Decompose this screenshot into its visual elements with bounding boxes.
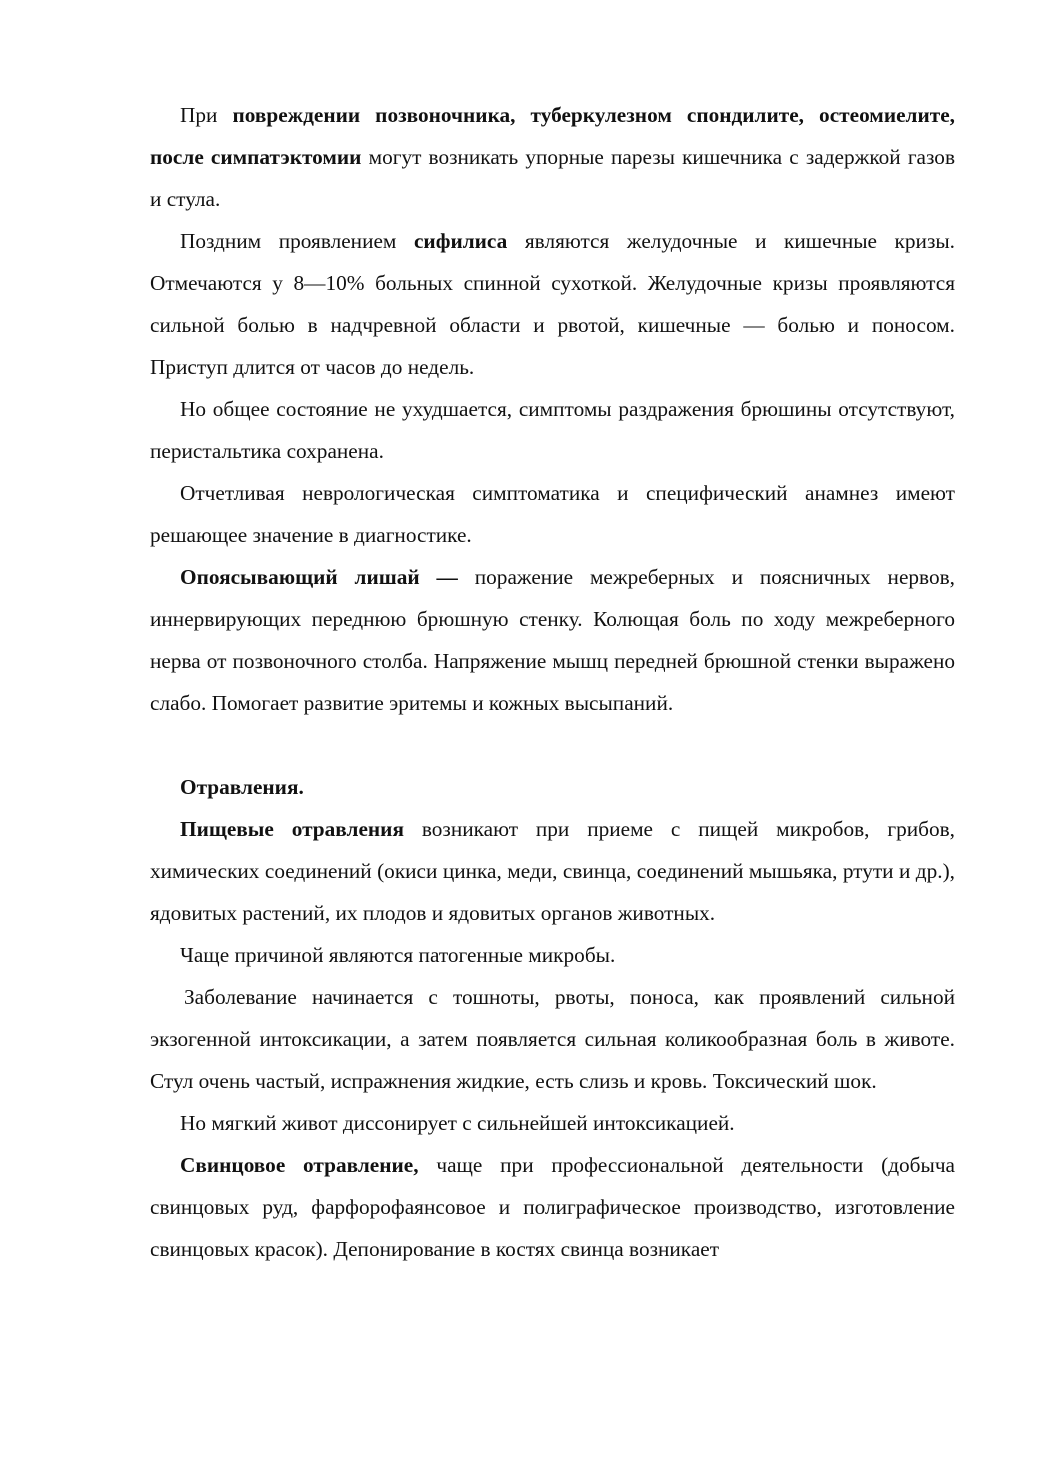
text-segment: являются желудочные и кишечные кризы. Отмечаются у 8—10% больных спинной сухоткой. Желудочные кризы проявляются сильной болью в надчревной области и рвотой, кишечные — болью и поносом. Приступ длится от часов до недель. xyxy=(150,229,955,379)
text-segment: Поздним проявлением xyxy=(180,229,414,253)
paragraph xyxy=(150,94,955,220)
bold-text-segment: Опоясывающий лишай — xyxy=(180,565,458,589)
text-segment: Чаще причиной являются патогенные микробы. xyxy=(180,943,616,967)
bold-text-segment: сифилиса xyxy=(413,229,508,253)
paragraph xyxy=(150,388,955,472)
paragraph xyxy=(150,472,955,556)
paragraph-spacer xyxy=(150,724,955,766)
bold-text-segment: Свинцовое отравление, xyxy=(180,1153,419,1177)
text-segment: Но общее состояние не ухудшается, симптомы раздражения брюшины отсутствуют, перистальтика сохранена. xyxy=(150,397,955,463)
paragraph xyxy=(150,220,955,388)
paragraph xyxy=(150,934,955,976)
document-page xyxy=(150,94,955,1270)
paragraph xyxy=(150,1102,955,1144)
paragraph xyxy=(150,976,955,1102)
bold-text-segment: Пищевые отравления xyxy=(180,817,404,841)
text-segment: Отчетливая неврологическая симптоматика и специфический анамнез имеют решающее значение в диагностике. xyxy=(150,481,955,547)
text-segment: Заболевание начинается с тошноты, рвоты, поноса, как проявлений сильной экзогенной интоксикации, а затем появляется сильная коликообразная боль в животе. Стул очень частый, испражнения жидкие, есть слизь и кровь. Токсический шок. xyxy=(150,985,955,1093)
paragraph xyxy=(150,1144,955,1270)
bold-text-segment: Отравления. xyxy=(180,775,304,799)
text-segment: чаще при профессиональной деятельности (добыча свинцовых руд, фарфорофаянсовое и полиграфическое производство, изготовление свинцовых красок). Депонирование в костях свинца возникает xyxy=(150,1153,955,1261)
text-segment: Но мягкий живот диссонирует с сильнейшей интоксикацией. xyxy=(180,1111,735,1135)
text-segment: При xyxy=(180,103,233,127)
paragraph xyxy=(150,808,955,934)
text-segment: возникают при приеме с пищей микробов, грибов, химических соединений (окиси цинка, меди, свинца, соединений мышьяка, ртути и др.), ядовитых растений, их плодов и ядовитых органов животных. xyxy=(150,817,955,925)
paragraph xyxy=(150,556,955,724)
text-segment: поражение межреберных и поясничных нервов, иннервирующих переднюю брюшную стенку. Колющая боль по ходу межреберного нерва от позвоночного столба. Напряжение мышц передней брюшной стенки выражено слабо. Помогает развитие эритемы и кожных высыпаний. xyxy=(150,565,955,715)
bold-text-segment: повреждении позвоночника, туберкулезном спондилите, остеомиелите, после симпатэктомии xyxy=(150,103,955,169)
text-segment: могут возникать упорные парезы кишечника с задержкой газов и стула. xyxy=(150,145,955,211)
paragraph xyxy=(150,766,955,808)
